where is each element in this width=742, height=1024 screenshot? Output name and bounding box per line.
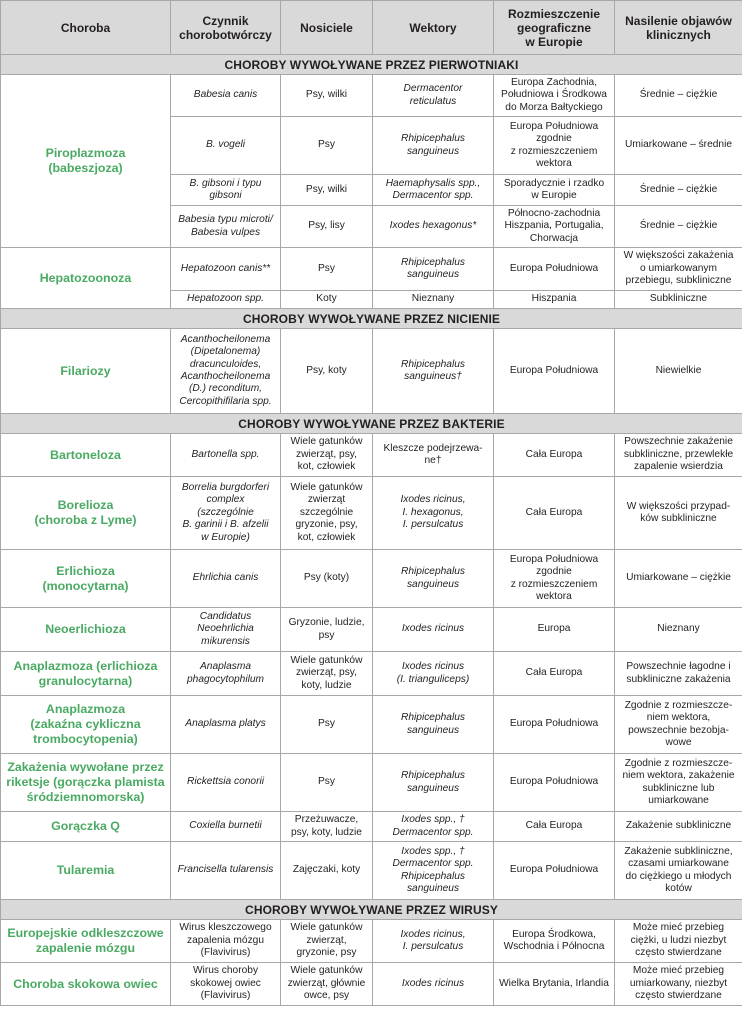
section-row [1, 309, 742, 329]
hosts-cell: Wiele gatunków zwierząt, głównie owce, psy [281, 963, 373, 1006]
agent-cell: Wirus kleszczowego zapalenia mózgu (Flavivirus) [171, 920, 281, 963]
agent-cell: Borrelia burgdorferi complex (szczególnie B. garinii i B. afzelii w Europie) [171, 477, 281, 550]
hosts-cell: Zajęczaki, koty [281, 842, 373, 900]
section-title-nematodes: CHOROBY WYWOŁYWANE PRZEZ NICIENIE [1, 309, 742, 329]
distribution-cell: Sporadycznie i rzadko w Europie [494, 175, 615, 206]
distribution-cell: Europa Zachodnia, Południowa i Środkowa do Morza Bałtyckiego [494, 75, 615, 117]
disease-cell: Zakażenia wywołane przez riketsje (gorączka plamista śródziemnomorska) [1, 754, 171, 812]
distribution-cell: Europa Południowa zgodnie z rozmieszczeniem wektora [494, 550, 615, 608]
disease-cell: Choroba skokowa owiec [1, 963, 171, 1006]
distribution-cell: Cała Europa [494, 477, 615, 550]
table-row [1, 963, 742, 1006]
vectors-cell: Ixodes ricinus (I. trianguliceps) [373, 652, 494, 696]
table-row [1, 812, 742, 842]
header-severity: Nasilenie objawów klinicznych [615, 1, 742, 55]
table-row [1, 608, 742, 652]
distribution-cell: Europa Południowa [494, 754, 615, 812]
header-distribution: Rozmieszczenie geograficzne w Europie [494, 1, 615, 55]
vectors-cell: Rhipicephalus sanguineus† [373, 329, 494, 414]
hosts-cell: Wiele gatunków zwierząt, psy, koty, ludzie [281, 652, 373, 696]
disease-cell: Tularemia [1, 842, 171, 900]
distribution-cell: Europa [494, 608, 615, 652]
severity-cell: Powszechnie zakażenie subkliniczne, przewlekłe zapalenie wsierdzia [615, 434, 742, 477]
hosts-cell: Psy [281, 117, 373, 175]
agent-cell: Babesia canis [171, 75, 281, 117]
vectors-cell: Rhipicephalus sanguineus [373, 248, 494, 291]
disease-cell: Europejskie odkleszczowe zapalenie mózgu [1, 920, 171, 963]
disease-cell: Erlichioza (monocytarna) [1, 550, 171, 608]
disease-cell: Anaplazmoza (erlichioza granulocytarna) [1, 652, 171, 696]
distribution-cell: Wielka Brytania, Irlandia [494, 963, 615, 1006]
agent-cell: Babesia typu microti/ Babesia vulpes [171, 206, 281, 248]
section-title-bacteria: CHOROBY WYWOŁYWANE PRZEZ BAKTERIE [1, 414, 742, 434]
table-row [1, 754, 742, 812]
vectors-cell: Ixodes spp., † Dermacentor spp. [373, 812, 494, 842]
table-row [1, 477, 742, 550]
table-row [1, 248, 742, 291]
vectors-cell: Rhipicephalus sanguineus [373, 754, 494, 812]
agent-cell: Anaplasma phagocytophilum [171, 652, 281, 696]
hosts-cell: Przeżuwacze, psy, koty, ludzie [281, 812, 373, 842]
disease-cell: Filariozy [1, 329, 171, 414]
agent-cell: B. vogeli [171, 117, 281, 175]
vectors-cell: Ixodes hexagonus* [373, 206, 494, 248]
disease-cell: Borelioza (choroba z Lyme) [1, 477, 171, 550]
distribution-cell: Europa Południowa [494, 248, 615, 291]
severity-cell: Zgodnie z rozmieszcze- niem wektora, powszechnie bezobja- wowe [615, 696, 742, 754]
distribution-cell: Cała Europa [494, 812, 615, 842]
table-row [1, 550, 742, 608]
vectors-cell: Kleszcze podejrzewa- ne† [373, 434, 494, 477]
severity-cell: Średnie – ciężkie [615, 206, 742, 248]
table-row [1, 696, 742, 754]
header-hosts: Nosiciele [281, 1, 373, 55]
severity-cell: Umiarkowane – średnie [615, 117, 742, 175]
distribution-cell: Hiszpania [494, 291, 615, 309]
hosts-cell: Koty [281, 291, 373, 309]
agent-cell: Ehrlichia canis [171, 550, 281, 608]
vectors-cell: Ixodes ricinus [373, 963, 494, 1006]
severity-cell: Może mieć przebieg umiarkowany, niezbyt często stwierdzane [615, 963, 742, 1006]
severity-cell: Nieznany [615, 608, 742, 652]
distribution-cell: Europa Południowa [494, 329, 615, 414]
vectors-cell: Ixodes ricinus, I. hexagonus, I. persulcatus [373, 477, 494, 550]
hosts-cell: Psy [281, 696, 373, 754]
distribution-cell: Europa Południowa [494, 842, 615, 900]
section-row [1, 414, 742, 434]
distribution-cell: Europa Środkowa, Wschodnia i Północna [494, 920, 615, 963]
agent-cell: Wirus choroby skokowej owiec (Flavivirus) [171, 963, 281, 1006]
severity-cell: Niewielkie [615, 329, 742, 414]
hosts-cell: Psy, wilki [281, 75, 373, 117]
hosts-cell: Wiele gatunków zwierząt szczególnie gryzonie, psy, kot, człowiek [281, 477, 373, 550]
section-title-viruses: CHOROBY WYWOŁYWANE PRZEZ WIRUSY [1, 900, 742, 920]
section-title-protozoa: CHOROBY WYWOŁYWANE PRZEZ PIERWOTNIAKI [1, 55, 742, 75]
table-row [1, 329, 742, 414]
severity-cell: Zakażenie subkliniczne, czasami umiarkowane do ciężkiego u młodych kotów [615, 842, 742, 900]
vectors-cell: Ixodes ricinus, I. persulcatus [373, 920, 494, 963]
distribution-cell: Północno-zachodnia Hiszpania, Portugalia, Chorwacja [494, 206, 615, 248]
severity-cell: Zakażenie subkliniczne [615, 812, 742, 842]
severity-cell: Zgodnie z rozmieszcze- niem wektora, zakażenie subkliniczne lub umiarkowane [615, 754, 742, 812]
distribution-cell: Cała Europa [494, 434, 615, 477]
vectors-cell: Ixodes ricinus [373, 608, 494, 652]
disease-cell: Gorączka Q [1, 812, 171, 842]
header-row [1, 1, 742, 55]
hosts-cell: Psy (koty) [281, 550, 373, 608]
distribution-cell: Europa Południowa zgodnie z rozmieszczeniem wektora [494, 117, 615, 175]
table-row [1, 842, 742, 900]
severity-cell: Średnie – ciężkie [615, 75, 742, 117]
table-row [1, 652, 742, 696]
hosts-cell: Psy, lisy [281, 206, 373, 248]
distribution-cell: Europa Południowa [494, 696, 615, 754]
disease-cell: Bartoneloza [1, 434, 171, 477]
severity-cell: Umiarkowane – ciężkie [615, 550, 742, 608]
hosts-cell: Wiele gatunków zwierząt, gryzonie, psy [281, 920, 373, 963]
header-disease: Choroba [1, 1, 171, 55]
vectors-cell: Rhipicephalus sanguineus [373, 117, 494, 175]
hosts-cell: Psy, wilki [281, 175, 373, 206]
disease-cell: Neoerlichioza [1, 608, 171, 652]
severity-cell: W większości przypad- ków subkliniczne [615, 477, 742, 550]
disease-cell: Piroplazmoza (babeszjoza) [1, 75, 171, 248]
agent-cell: Candidatus Neoehrlichia mikurensis [171, 608, 281, 652]
vectors-cell: Nieznany [373, 291, 494, 309]
severity-cell: Powszechnie łagodne i subkliniczne zakażenia [615, 652, 742, 696]
disease-cell: Anaplazmoza (zakaźna cykliczna trombocytopenia) [1, 696, 171, 754]
hosts-cell: Psy [281, 248, 373, 291]
table-row [1, 434, 742, 477]
hosts-cell: Psy, koty [281, 329, 373, 414]
agent-cell: Acanthocheilonema (Dipetalonema) dracunculoides, Acanthocheilonema (D.) reconditum, Cercopithifilaria spp. [171, 329, 281, 414]
distribution-cell: Cała Europa [494, 652, 615, 696]
section-row [1, 55, 742, 75]
disease-cell: Hepatozoonoza [1, 248, 171, 309]
table-row [1, 920, 742, 963]
severity-cell: Subkliniczne [615, 291, 742, 309]
vectors-cell: Haemaphysalis spp., Dermacentor spp. [373, 175, 494, 206]
table-row [1, 75, 742, 117]
severity-cell: Może mieć przebieg ciężki, u ludzi niezbyt często stwierdzane [615, 920, 742, 963]
agent-cell: Hepatozoon canis** [171, 248, 281, 291]
header-vectors: Wektory [373, 1, 494, 55]
agent-cell: Francisella tularensis [171, 842, 281, 900]
hosts-cell: Wiele gatunków zwierząt, psy, kot, człowiek [281, 434, 373, 477]
hosts-cell: Psy [281, 754, 373, 812]
agent-cell: Bartonella spp. [171, 434, 281, 477]
vectors-cell: Dermacentor reticulatus [373, 75, 494, 117]
header-agent: Czynnik chorobotwórczy [171, 1, 281, 55]
vectors-cell: Rhipicephalus sanguineus [373, 696, 494, 754]
agent-cell: Hepatozoon spp. [171, 291, 281, 309]
agent-cell: B. gibsoni i typu gibsoni [171, 175, 281, 206]
hosts-cell: Gryzonie, ludzie, psy [281, 608, 373, 652]
vectors-cell: Ixodes spp., † Dermacentor spp. Rhipicephalus sanguineus [373, 842, 494, 900]
agent-cell: Rickettsia conorii [171, 754, 281, 812]
agent-cell: Coxiella burnetii [171, 812, 281, 842]
severity-cell: W większości zakażenia o umiarkowanym przebiegu, subkliniczne [615, 248, 742, 291]
vectors-cell: Rhipicephalus sanguineus [373, 550, 494, 608]
section-row [1, 900, 742, 920]
agent-cell: Anaplasma platys [171, 696, 281, 754]
severity-cell: Średnie – ciężkie [615, 175, 742, 206]
